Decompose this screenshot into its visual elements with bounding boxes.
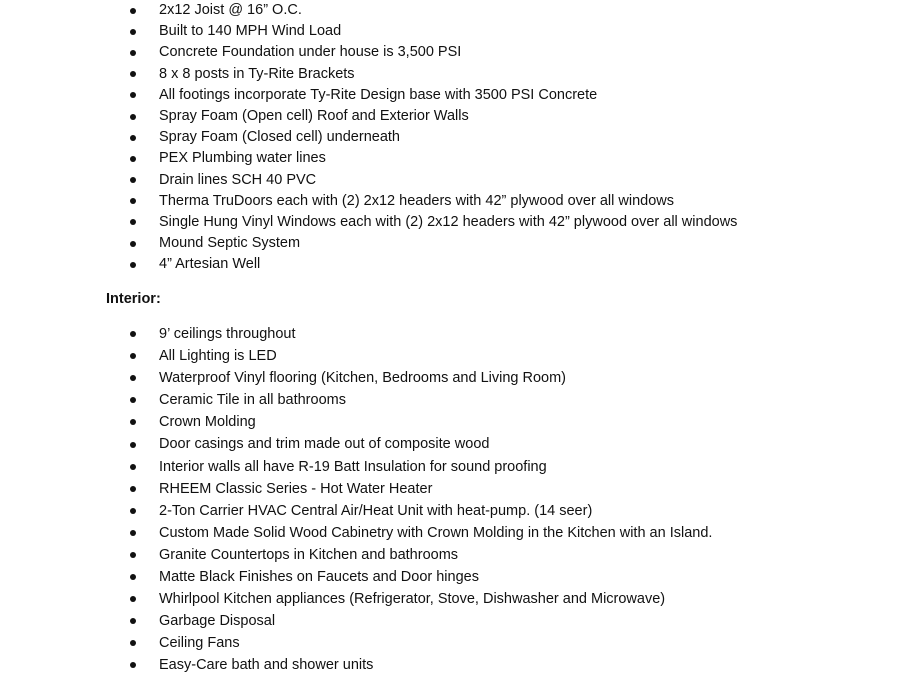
bullet-icon (130, 331, 136, 337)
bullet-icon (130, 156, 136, 162)
exterior-item-text: Single Hung Vinyl Windows each with (2) 2x12 headers with 42” plywood over all windows (159, 213, 738, 230)
interior-list-item (130, 323, 870, 345)
exterior-item-text: Therma TruDoors each with (2) 2x12 headers with 42” plywood over all windows (159, 192, 674, 209)
exterior-list-item (130, 85, 870, 106)
exterior-list-item (130, 170, 870, 191)
interior-list-item (130, 522, 870, 544)
bullet-icon (130, 8, 136, 14)
bullet-icon (130, 198, 136, 204)
exterior-list-item (130, 191, 870, 212)
interior-item-text: Easy-Care bath and shower units (159, 657, 374, 674)
interior-item-text: Ceramic Tile in all bathrooms (159, 392, 346, 409)
interior-item-text: Whirlpool Kitchen appliances (Refrigerator, Stove, Dishwasher and Microwave) (159, 591, 666, 608)
exterior-list-item (130, 212, 870, 233)
bullet-icon (130, 508, 136, 514)
bullet-icon (130, 397, 136, 403)
bullet-icon (130, 464, 136, 470)
bullet-icon (130, 662, 136, 668)
interior-item-text: 9’ ceilings throughout (159, 326, 296, 342)
interior-item-text: RHEEM Classic Series - Hot Water Heater (159, 480, 433, 497)
exterior-item-text: 2x12 Joist @ 16” O.C. (159, 2, 302, 18)
interior-list-item (130, 566, 870, 588)
bullet-icon (130, 71, 136, 77)
exterior-features-list (130, 0, 870, 275)
exterior-item-text: PEX Plumbing water lines (159, 150, 326, 167)
interior-list-item (130, 345, 870, 367)
interior-list-item (130, 456, 870, 478)
exterior-item-text: All footings incorporate Ty-Rite Design base with 3500 PSI Concrete (159, 86, 598, 103)
interior-item-text: Door casings and trim made out of composite wood (159, 436, 490, 453)
interior-item-text: All Lighting is LED (159, 348, 277, 365)
bullet-icon (130, 375, 136, 381)
interior-list-item (130, 632, 870, 654)
bullet-icon (130, 574, 136, 580)
interior-item-text: 2-Ton Carrier HVAC Central Air/Heat Unit with heat-pump. (14 seer) (159, 502, 593, 519)
exterior-list-item (130, 42, 870, 63)
exterior-list-item (130, 21, 870, 42)
exterior-item-text: Concrete Foundation under house is 3,500 PSI (159, 44, 462, 61)
bullet-icon (130, 442, 136, 448)
interior-list-item (130, 478, 870, 500)
exterior-list-item (130, 127, 870, 148)
exterior-item-text: 8 x 8 posts in Ty-Rite Brackets (159, 65, 355, 82)
interior-list-item (130, 588, 870, 610)
interior-item-text: Ceiling Fans (159, 635, 240, 652)
bullet-icon (130, 618, 136, 624)
interior-features-list (130, 323, 870, 677)
bullet-icon (130, 177, 136, 183)
exterior-list-item (130, 106, 870, 127)
exterior-item-text: 4” Artesian Well (159, 256, 261, 273)
bullet-icon (130, 530, 136, 536)
interior-item-text: Waterproof Vinyl flooring (Kitchen, Bedrooms and Living Room) (159, 370, 566, 387)
interior-list-item (130, 500, 870, 522)
interior-item-text: Matte Black Finishes on Faucets and Door hinges (159, 569, 479, 586)
interior-item-text: Interior walls all have R-19 Batt Insulation for sound proofing (159, 458, 547, 475)
bullet-icon (130, 219, 136, 225)
bullet-icon (130, 640, 136, 646)
bullet-icon (130, 92, 136, 98)
interior-list-item (130, 389, 870, 411)
exterior-item-text: Built to 140 MPH Wind Load (159, 23, 342, 40)
bullet-icon (130, 552, 136, 558)
bullet-icon (130, 29, 136, 35)
exterior-item-text: Spray Foam (Closed cell) underneath (159, 129, 400, 146)
exterior-list-item (130, 254, 870, 275)
bullet-icon (130, 135, 136, 141)
interior-list-item (130, 433, 870, 455)
bullet-icon (130, 596, 136, 602)
interior-list-item (130, 367, 870, 389)
interior-item-text: Crown Molding (159, 414, 256, 431)
interior-list-item (130, 610, 870, 632)
bullet-icon (130, 353, 136, 359)
bullet-icon (130, 419, 136, 425)
exterior-item-text: Spray Foam (Open cell) Roof and Exterior Walls (159, 107, 469, 124)
exterior-list-item (130, 64, 870, 85)
bullet-icon (130, 241, 136, 247)
bullet-icon (130, 114, 136, 120)
exterior-list-item (130, 148, 870, 169)
interior-list-item (130, 411, 870, 433)
interior-item-text: Garbage Disposal (159, 613, 276, 630)
exterior-list-item (130, 0, 870, 21)
bullet-icon (130, 262, 136, 268)
interior-heading: Interior: (106, 291, 161, 307)
exterior-item-text: Mound Septic System (159, 235, 301, 252)
exterior-list-item (130, 233, 870, 254)
bullet-icon (130, 50, 136, 56)
interior-list-item (130, 654, 870, 676)
interior-list-item (130, 544, 870, 566)
interior-item-text: Custom Made Solid Wood Cabinetry with Crown Molding in the Kitchen with an Island. (159, 524, 713, 541)
interior-item-text: Granite Countertops in Kitchen and bathrooms (159, 546, 459, 563)
exterior-item-text: Drain lines SCH 40 PVC (159, 171, 317, 188)
bullet-icon (130, 486, 136, 492)
